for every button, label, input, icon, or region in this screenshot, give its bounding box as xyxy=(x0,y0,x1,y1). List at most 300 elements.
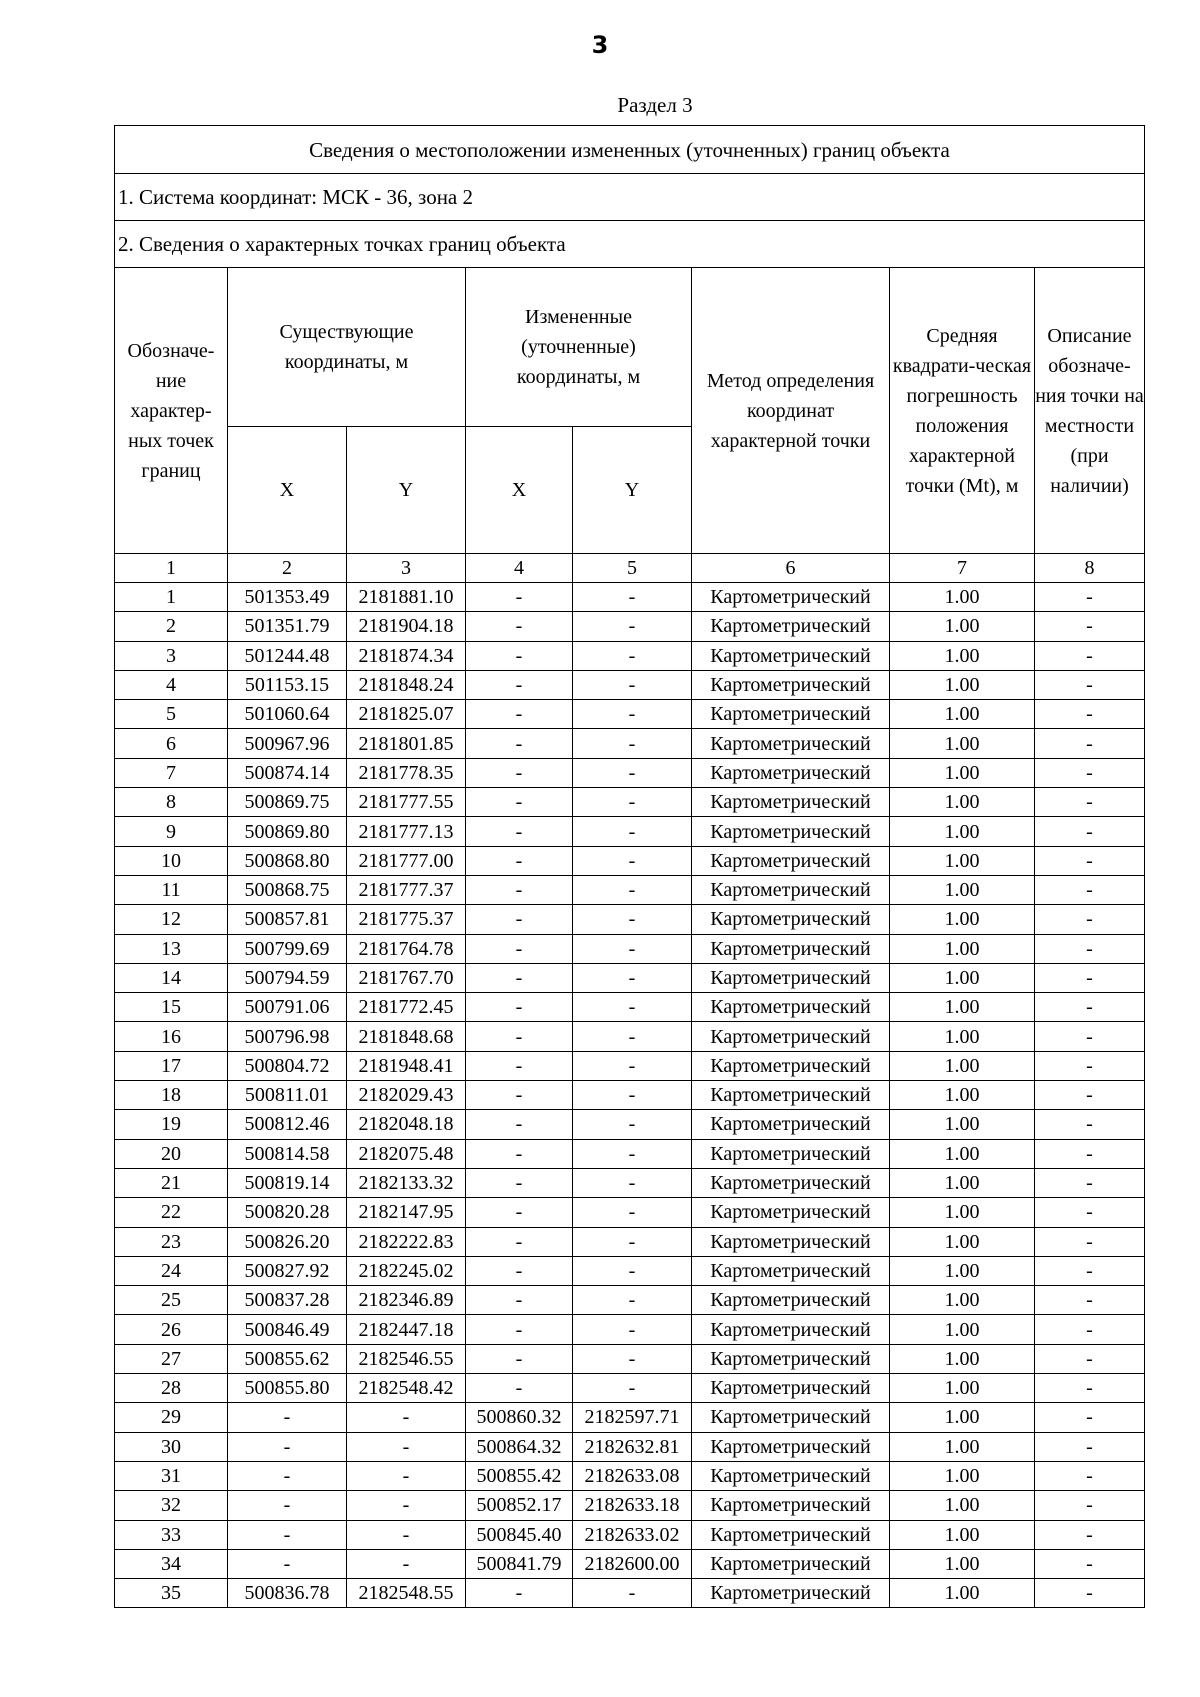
table-row xyxy=(115,1256,1145,1285)
changed-y-cell: 2182600.00 xyxy=(573,1549,692,1578)
point-description-cell: - xyxy=(1035,1549,1145,1578)
point-number-cell: 21 xyxy=(115,1168,228,1197)
point-description-cell: - xyxy=(1035,583,1145,612)
changed-y-cell: - xyxy=(573,817,692,846)
point-number-cell: 33 xyxy=(115,1520,228,1549)
method-cell: Картометрический xyxy=(692,1491,890,1520)
mean-square-error-cell: 1.00 xyxy=(890,1403,1035,1432)
changed-y-cell: - xyxy=(573,758,692,787)
existing-x-cell: 500869.75 xyxy=(228,788,347,817)
table-row xyxy=(115,1374,1145,1403)
table-row xyxy=(115,1227,1145,1256)
changed-y-cell: - xyxy=(573,1081,692,1110)
changed-x-cell: - xyxy=(466,963,573,992)
point-description-cell: - xyxy=(1035,612,1145,641)
mean-square-error-cell: 1.00 xyxy=(890,1579,1035,1608)
header-changed-coordinates: Измененные (уточненные) координаты, м xyxy=(466,268,692,427)
existing-y-cell: 2181767.70 xyxy=(347,963,466,992)
existing-x-cell: 500814.58 xyxy=(228,1139,347,1168)
changed-x-cell: - xyxy=(466,612,573,641)
mean-square-error-cell: 1.00 xyxy=(890,963,1035,992)
table-row xyxy=(115,993,1145,1022)
existing-x-cell: 500804.72 xyxy=(228,1051,347,1080)
mean-square-error-cell: 1.00 xyxy=(890,1227,1035,1256)
point-description-cell: - xyxy=(1035,993,1145,1022)
table-row xyxy=(115,1110,1145,1139)
table-title: Сведения о местоположении измененных (уточненных) границ объекта xyxy=(115,126,1145,174)
existing-y-cell: 2182029.43 xyxy=(347,1081,466,1110)
header-error: Средняя квадрати-ческая погрешность положения характерной точки (Mt), м xyxy=(890,268,1035,554)
header-existing-coordinates: Существующие координаты, м xyxy=(228,268,466,427)
mean-square-error-cell: 1.00 xyxy=(890,1081,1035,1110)
point-description-cell: - xyxy=(1035,1198,1145,1227)
point-description-cell: - xyxy=(1035,963,1145,992)
existing-y-cell: 2181775.37 xyxy=(347,905,466,934)
method-cell: Картометрический xyxy=(692,905,890,934)
method-cell: Картометрический xyxy=(692,1520,890,1549)
existing-x-cell: - xyxy=(228,1461,347,1490)
mean-square-error-cell: 1.00 xyxy=(890,1491,1035,1520)
existing-x-cell: 500799.69 xyxy=(228,934,347,963)
column-number: 5 xyxy=(573,554,692,583)
changed-x-cell: - xyxy=(466,905,573,934)
mean-square-error-cell: 1.00 xyxy=(890,934,1035,963)
point-description-cell: - xyxy=(1035,670,1145,699)
point-number-cell: 16 xyxy=(115,1022,228,1051)
method-cell: Картометрический xyxy=(692,1374,890,1403)
existing-y-cell: 2181777.37 xyxy=(347,875,466,904)
point-number-cell: 32 xyxy=(115,1491,228,1520)
method-cell: Картометрический xyxy=(692,1051,890,1080)
existing-x-cell: 501244.48 xyxy=(228,641,347,670)
existing-y-cell: - xyxy=(347,1491,466,1520)
method-cell: Картометрический xyxy=(692,1227,890,1256)
existing-x-cell: 500967.96 xyxy=(228,729,347,758)
point-description-cell: - xyxy=(1035,1227,1145,1256)
existing-y-cell: 2181825.07 xyxy=(347,700,466,729)
changed-y-cell: - xyxy=(573,670,692,699)
point-description-cell: - xyxy=(1035,1286,1145,1315)
changed-y-cell: - xyxy=(573,1256,692,1285)
existing-y-cell: 2182546.55 xyxy=(347,1344,466,1373)
changed-y-cell: - xyxy=(573,1139,692,1168)
existing-y-cell: 2181874.34 xyxy=(347,641,466,670)
column-number: 8 xyxy=(1035,554,1145,583)
changed-y-cell: - xyxy=(573,583,692,612)
mean-square-error-cell: 1.00 xyxy=(890,700,1035,729)
existing-x-cell: 501153.15 xyxy=(228,670,347,699)
existing-y-cell: 2181777.00 xyxy=(347,846,466,875)
method-cell: Картометрический xyxy=(692,641,890,670)
existing-x-cell: 500836.78 xyxy=(228,1579,347,1608)
mean-square-error-cell: 1.00 xyxy=(890,1168,1035,1197)
changed-y-cell: - xyxy=(573,963,692,992)
existing-y-cell: 2182222.83 xyxy=(347,1227,466,1256)
method-cell: Картометрический xyxy=(692,670,890,699)
point-description-cell: - xyxy=(1035,1344,1145,1373)
changed-x-cell: - xyxy=(466,729,573,758)
point-description-cell: - xyxy=(1035,1139,1145,1168)
changed-x-cell: 500852.17 xyxy=(466,1491,573,1520)
point-description-cell: - xyxy=(1035,1022,1145,1051)
changed-x-cell: - xyxy=(466,583,573,612)
changed-x-cell: - xyxy=(466,875,573,904)
mean-square-error-cell: 1.00 xyxy=(890,670,1035,699)
changed-y-cell: 2182633.02 xyxy=(573,1520,692,1549)
table-row xyxy=(115,641,1145,670)
point-description-cell: - xyxy=(1035,817,1145,846)
changed-y-cell: - xyxy=(573,905,692,934)
point-number-cell: 7 xyxy=(115,758,228,787)
changed-y-cell: - xyxy=(573,612,692,641)
method-cell: Картометрический xyxy=(692,1315,890,1344)
changed-x-cell: - xyxy=(466,1168,573,1197)
point-number-cell: 2 xyxy=(115,612,228,641)
table-row xyxy=(115,1520,1145,1549)
method-cell: Картометрический xyxy=(692,934,890,963)
table-row xyxy=(115,758,1145,787)
header-designation: Обозначе-ние характер-ных точек границ xyxy=(115,268,228,554)
point-number-cell: 23 xyxy=(115,1227,228,1256)
mean-square-error-cell: 1.00 xyxy=(890,612,1035,641)
existing-x-cell: 500820.28 xyxy=(228,1198,347,1227)
point-number-cell: 6 xyxy=(115,729,228,758)
mean-square-error-cell: 1.00 xyxy=(890,641,1035,670)
table-row xyxy=(115,612,1145,641)
point-number-cell: 11 xyxy=(115,875,228,904)
changed-y-cell: - xyxy=(573,934,692,963)
method-cell: Картометрический xyxy=(692,1168,890,1197)
point-number-cell: 22 xyxy=(115,1198,228,1227)
existing-x-cell: 500869.80 xyxy=(228,817,347,846)
method-cell: Картометрический xyxy=(692,1549,890,1578)
method-cell: Картометрический xyxy=(692,963,890,992)
existing-y-cell: - xyxy=(347,1549,466,1578)
point-description-cell: - xyxy=(1035,1081,1145,1110)
point-description-cell: - xyxy=(1035,846,1145,875)
existing-y-cell: - xyxy=(347,1461,466,1490)
existing-x-cell: 500837.28 xyxy=(228,1286,347,1315)
existing-x-cell: 500791.06 xyxy=(228,993,347,1022)
header-existing-y: Y xyxy=(347,427,466,554)
table-row xyxy=(115,817,1145,846)
point-number-cell: 14 xyxy=(115,963,228,992)
table-row xyxy=(115,1403,1145,1432)
point-number-cell: 30 xyxy=(115,1432,228,1461)
changed-x-cell: - xyxy=(466,1227,573,1256)
point-number-cell: 34 xyxy=(115,1549,228,1578)
changed-y-cell: - xyxy=(573,1579,692,1608)
table-row xyxy=(115,1579,1145,1608)
changed-y-cell: - xyxy=(573,1198,692,1227)
method-cell: Картометрический xyxy=(692,817,890,846)
point-number-cell: 31 xyxy=(115,1461,228,1490)
existing-x-cell: - xyxy=(228,1549,347,1578)
existing-x-cell: - xyxy=(228,1403,347,1432)
changed-x-cell: - xyxy=(466,1022,573,1051)
table-row xyxy=(115,583,1145,612)
table-row xyxy=(115,1022,1145,1051)
changed-x-cell: - xyxy=(466,993,573,1022)
method-cell: Картометрический xyxy=(692,875,890,904)
mean-square-error-cell: 1.00 xyxy=(890,846,1035,875)
column-number-row xyxy=(115,554,1145,583)
existing-y-cell: - xyxy=(347,1403,466,1432)
page-number: 3 xyxy=(591,31,609,59)
existing-y-cell: 2181772.45 xyxy=(347,993,466,1022)
changed-y-cell: - xyxy=(573,1168,692,1197)
boundary-points-table xyxy=(114,125,1145,1608)
method-cell: Картометрический xyxy=(692,788,890,817)
table-row xyxy=(115,1491,1145,1520)
point-number-cell: 5 xyxy=(115,700,228,729)
point-description-cell: - xyxy=(1035,729,1145,758)
table-row xyxy=(115,1461,1145,1490)
point-number-cell: 20 xyxy=(115,1139,228,1168)
existing-x-cell: 501353.49 xyxy=(228,583,347,612)
changed-y-cell: - xyxy=(573,729,692,758)
changed-y-cell: - xyxy=(573,1344,692,1373)
existing-y-cell: 2181777.55 xyxy=(347,788,466,817)
table-row xyxy=(115,905,1145,934)
table-row xyxy=(115,1198,1145,1227)
existing-y-cell: 2182346.89 xyxy=(347,1286,466,1315)
changed-y-cell: - xyxy=(573,641,692,670)
changed-x-cell: - xyxy=(466,817,573,846)
existing-x-cell: 500846.49 xyxy=(228,1315,347,1344)
existing-x-cell: 500796.98 xyxy=(228,1022,347,1051)
changed-x-cell: 500860.32 xyxy=(466,1403,573,1432)
mean-square-error-cell: 1.00 xyxy=(890,875,1035,904)
method-cell: Картометрический xyxy=(692,612,890,641)
table-row xyxy=(115,875,1145,904)
method-cell: Картометрический xyxy=(692,1139,890,1168)
table-row xyxy=(115,700,1145,729)
point-description-cell: - xyxy=(1035,934,1145,963)
mean-square-error-cell: 1.00 xyxy=(890,1461,1035,1490)
method-cell: Картометрический xyxy=(692,1022,890,1051)
existing-y-cell: 2182548.55 xyxy=(347,1579,466,1608)
mean-square-error-cell: 1.00 xyxy=(890,993,1035,1022)
existing-y-cell: 2182447.18 xyxy=(347,1315,466,1344)
changed-x-cell: - xyxy=(466,1081,573,1110)
changed-x-cell: - xyxy=(466,700,573,729)
existing-y-cell: - xyxy=(347,1520,466,1549)
table-row xyxy=(115,1286,1145,1315)
changed-x-cell: - xyxy=(466,846,573,875)
mean-square-error-cell: 1.00 xyxy=(890,583,1035,612)
changed-x-cell: - xyxy=(466,670,573,699)
point-description-cell: - xyxy=(1035,1579,1145,1608)
existing-y-cell: 2181848.68 xyxy=(347,1022,466,1051)
existing-x-cell: 501060.64 xyxy=(228,700,347,729)
column-number: 4 xyxy=(466,554,573,583)
existing-y-cell: - xyxy=(347,1432,466,1461)
changed-x-cell: - xyxy=(466,1198,573,1227)
existing-y-cell: 2181801.85 xyxy=(347,729,466,758)
method-cell: Картометрический xyxy=(692,583,890,612)
point-description-cell: - xyxy=(1035,1051,1145,1080)
mean-square-error-cell: 1.00 xyxy=(890,1315,1035,1344)
method-cell: Картометрический xyxy=(692,1081,890,1110)
mean-square-error-cell: 1.00 xyxy=(890,1051,1035,1080)
method-cell: Картометрический xyxy=(692,1432,890,1461)
point-number-cell: 29 xyxy=(115,1403,228,1432)
point-number-cell: 25 xyxy=(115,1286,228,1315)
existing-x-cell: 500812.46 xyxy=(228,1110,347,1139)
table-row xyxy=(115,1139,1145,1168)
changed-y-cell: - xyxy=(573,1022,692,1051)
changed-x-cell: - xyxy=(466,1286,573,1315)
mean-square-error-cell: 1.00 xyxy=(890,1139,1035,1168)
changed-x-cell: - xyxy=(466,934,573,963)
mean-square-error-cell: 1.00 xyxy=(890,758,1035,787)
point-description-cell: - xyxy=(1035,641,1145,670)
method-cell: Картометрический xyxy=(692,758,890,787)
point-number-cell: 24 xyxy=(115,1256,228,1285)
existing-x-cell: 500868.75 xyxy=(228,875,347,904)
header-changed-x: X xyxy=(466,427,573,554)
changed-x-cell: - xyxy=(466,1344,573,1373)
table-row xyxy=(115,1051,1145,1080)
changed-y-cell: - xyxy=(573,846,692,875)
point-description-cell: - xyxy=(1035,1374,1145,1403)
changed-y-cell: - xyxy=(573,1051,692,1080)
changed-y-cell: - xyxy=(573,1374,692,1403)
point-description-cell: - xyxy=(1035,1432,1145,1461)
mean-square-error-cell: 1.00 xyxy=(890,1256,1035,1285)
existing-y-cell: 2182048.18 xyxy=(347,1110,466,1139)
existing-y-cell: 2181904.18 xyxy=(347,612,466,641)
changed-y-cell: - xyxy=(573,1286,692,1315)
existing-x-cell: - xyxy=(228,1491,347,1520)
method-cell: Картометрический xyxy=(692,1198,890,1227)
table-row xyxy=(115,1432,1145,1461)
mean-square-error-cell: 1.00 xyxy=(890,1520,1035,1549)
mean-square-error-cell: 1.00 xyxy=(890,1432,1035,1461)
existing-x-cell: 500826.20 xyxy=(228,1227,347,1256)
point-number-cell: 27 xyxy=(115,1344,228,1373)
point-description-cell: - xyxy=(1035,1520,1145,1549)
table-row xyxy=(115,1168,1145,1197)
point-description-cell: - xyxy=(1035,788,1145,817)
table-row xyxy=(115,1081,1145,1110)
changed-x-cell: - xyxy=(466,758,573,787)
point-number-cell: 19 xyxy=(115,1110,228,1139)
table-row xyxy=(115,846,1145,875)
column-number: 2 xyxy=(228,554,347,583)
mean-square-error-cell: 1.00 xyxy=(890,817,1035,846)
method-cell: Картометрический xyxy=(692,846,890,875)
changed-x-cell: - xyxy=(466,1139,573,1168)
point-number-cell: 1 xyxy=(115,583,228,612)
point-description-cell: - xyxy=(1035,875,1145,904)
point-description-cell: - xyxy=(1035,1168,1145,1197)
table-row xyxy=(115,729,1145,758)
changed-x-cell: - xyxy=(466,641,573,670)
table-row xyxy=(115,788,1145,817)
changed-y-cell: 2182597.71 xyxy=(573,1403,692,1432)
mean-square-error-cell: 1.00 xyxy=(890,1286,1035,1315)
table-row xyxy=(115,1344,1145,1373)
point-number-cell: 4 xyxy=(115,670,228,699)
method-cell: Картометрический xyxy=(692,700,890,729)
method-cell: Картометрический xyxy=(692,1579,890,1608)
changed-x-cell: 500841.79 xyxy=(466,1549,573,1578)
changed-y-cell: - xyxy=(573,1315,692,1344)
existing-y-cell: 2181848.24 xyxy=(347,670,466,699)
changed-x-cell: - xyxy=(466,1110,573,1139)
points-heading: 2. Сведения о характерных точках границ объекта xyxy=(115,221,1145,268)
method-cell: Картометрический xyxy=(692,993,890,1022)
mean-square-error-cell: 1.00 xyxy=(890,1374,1035,1403)
changed-y-cell: 2182632.81 xyxy=(573,1432,692,1461)
column-number: 7 xyxy=(890,554,1035,583)
point-description-cell: - xyxy=(1035,1315,1145,1344)
existing-y-cell: 2181881.10 xyxy=(347,583,466,612)
changed-x-cell: - xyxy=(466,1256,573,1285)
existing-x-cell: 500819.14 xyxy=(228,1168,347,1197)
mean-square-error-cell: 1.00 xyxy=(890,1198,1035,1227)
existing-y-cell: 2181764.78 xyxy=(347,934,466,963)
point-number-cell: 8 xyxy=(115,788,228,817)
method-cell: Картометрический xyxy=(692,1461,890,1490)
table-row xyxy=(115,934,1145,963)
mean-square-error-cell: 1.00 xyxy=(890,1022,1035,1051)
method-cell: Картометрический xyxy=(692,1403,890,1432)
existing-x-cell: 500857.81 xyxy=(228,905,347,934)
method-cell: Картометрический xyxy=(692,729,890,758)
method-cell: Картометрический xyxy=(692,1110,890,1139)
point-description-cell: - xyxy=(1035,1256,1145,1285)
point-number-cell: 18 xyxy=(115,1081,228,1110)
existing-x-cell: 500874.14 xyxy=(228,758,347,787)
mean-square-error-cell: 1.00 xyxy=(890,1549,1035,1578)
existing-y-cell: 2182075.48 xyxy=(347,1139,466,1168)
changed-x-cell: - xyxy=(466,1315,573,1344)
changed-x-cell: 500864.32 xyxy=(466,1432,573,1461)
existing-y-cell: 2182147.95 xyxy=(347,1198,466,1227)
header-changed-y: Y xyxy=(573,427,692,554)
mean-square-error-cell: 1.00 xyxy=(890,1110,1035,1139)
point-number-cell: 17 xyxy=(115,1051,228,1080)
changed-y-cell: - xyxy=(573,1110,692,1139)
table-row xyxy=(115,670,1145,699)
existing-y-cell: 2181948.41 xyxy=(347,1051,466,1080)
column-number: 1 xyxy=(115,554,228,583)
method-cell: Картометрический xyxy=(692,1286,890,1315)
point-number-cell: 26 xyxy=(115,1315,228,1344)
changed-y-cell: 2182633.08 xyxy=(573,1461,692,1490)
header-existing-x: X xyxy=(228,427,347,554)
mean-square-error-cell: 1.00 xyxy=(890,1344,1035,1373)
changed-x-cell: - xyxy=(466,1051,573,1080)
column-number: 6 xyxy=(692,554,890,583)
existing-x-cell: 500855.62 xyxy=(228,1344,347,1373)
method-cell: Картометрический xyxy=(692,1256,890,1285)
point-description-cell: - xyxy=(1035,700,1145,729)
existing-x-cell: 500868.80 xyxy=(228,846,347,875)
coordinate-system: 1. Система координат: МСК - 36, зона 2 xyxy=(115,174,1145,221)
mean-square-error-cell: 1.00 xyxy=(890,905,1035,934)
existing-y-cell: 2181777.13 xyxy=(347,817,466,846)
changed-x-cell: 500845.40 xyxy=(466,1520,573,1549)
point-number-cell: 9 xyxy=(115,817,228,846)
mean-square-error-cell: 1.00 xyxy=(890,788,1035,817)
point-number-cell: 28 xyxy=(115,1374,228,1403)
existing-x-cell: - xyxy=(228,1520,347,1549)
table-row xyxy=(115,963,1145,992)
